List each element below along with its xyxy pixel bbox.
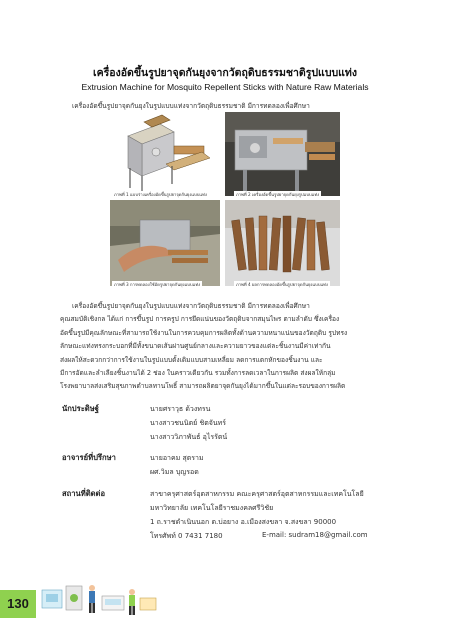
contact-email: E-mail: sudram18@gmail.com	[262, 531, 368, 539]
title-thai: เครื่องอัดขึ้นรูปยาจุดกันยุงจากวัตถุดิบธรรมชาติรูปแบบแท่ง	[93, 67, 357, 79]
title-english: Extrusion Machine for Mosquito Repellent Sticks with Nature Raw Materials	[81, 82, 369, 92]
page-number: 130	[0, 590, 36, 618]
paragraph-line: ลักษณะแท่งทรงกระบอกที่มีทั้งขนาดเส้นผ่านศูนย์กลางและความยาวของแต่ละชิ้นงานมีค่าเท่ากัน	[60, 342, 331, 351]
contact-address-line: สาขาครุศาสตร์อุตสาหกรรม คณะครุศาสตร์อุตสาหกรรมและเทคโนโลยี	[150, 490, 364, 498]
machine-testing-image	[110, 200, 220, 286]
figure-1-drawing	[110, 112, 220, 196]
paragraph-line: อัดขึ้นรูปมีคุณลักษณะที่สามารถใช้งานในการควบคุมการผลิตทั้งด้านความหนาแน่นของวัตถุดิบ รูปทรง	[60, 328, 348, 337]
paragraph-line: คุณสมบัติเชิงกล ได้แก่ การขึ้นรูป การครูป การยึดแน่นของวัตถุดิบจากสมุนไพร ตามลำดับ ซึ่งเครื่อง	[60, 315, 340, 324]
figure-2-photo	[225, 112, 340, 196]
advisor-label: อาจารย์ที่ปรึกษา	[62, 453, 116, 462]
paragraph-line: มีการอัดและลำเลียงชิ้นงานได้ 2 ช่อง ในคราวเดียวกัน รวมทั้งการลดเวลาในการผลิต ส่งผลให้กลุ่ม	[60, 369, 336, 378]
figure-4-caption: ภาพที่ 4 ผลการทดลองอัดขึ้นรูปยาจุดกันยุงแบบแท่ง	[236, 282, 328, 287]
description-paragraph-continued	[60, 300, 390, 394]
machine-drawing-image	[110, 112, 220, 196]
inventor-name: นายศราวุธ ด้วงทรน	[150, 405, 211, 413]
contact-address-line: มหาวิทยาลัย เทคโนโลยีราชมงคลศรีวิชัย	[150, 504, 274, 512]
repellent-sticks-image	[225, 200, 340, 286]
figure-4-photo	[225, 200, 340, 286]
machine-photo-image	[225, 112, 340, 196]
inventor-label: นักประดิษฐ์	[62, 404, 99, 413]
contact-phone: โทรศัพท์ 0 7431 7180	[150, 532, 223, 540]
contact-label: สถานที่ติดต่อ	[62, 489, 106, 498]
advisor-name: ผศ.วิมล บุญรอด	[150, 468, 199, 476]
inventor-name: นางสาววิภาพันธ์ อุไรรัตน์	[150, 433, 228, 441]
figure-3-photo	[110, 200, 220, 286]
figure-3-caption: ภาพที่ 3 การทดลองใช้อัดรูปยาจุดกันยุงแบบแท่ง	[114, 282, 201, 287]
inventor-name: นางสาวชนนิตย์ ชิตจันทร์	[150, 419, 227, 427]
paragraph-line: ส่งผลให้สะดวกกว่าการใช้งานในรูปแบบดั้งเดิมแบบสามเหลี่ยม ลดการแตกหักของชิ้นงาน และ	[60, 355, 323, 364]
figure-1-caption: ภาพที่ 1 แบบร่างเครื่องอัดขึ้นรูปยาจุดกันยุงแบบแท่ง	[114, 192, 207, 197]
contact-address-line: 1 ถ.ราชดำเนินนอก ต.บ่อยาง อ.เมืองสงขลา จ.สงขลา 90000	[150, 518, 337, 526]
paragraph-line: โรงพยาบาลส่งเสริมสุขภาพตำบลทานโพธิ์ สามารถผลิตยาจุดกันยุงได้มากขึ้นในแต่ละรอบของการผลิต	[60, 382, 346, 391]
paragraph-line: เครื่องอัดขึ้นรูปยาจุดกันยุงในรูปแบบแท่งจากวัตถุดิบธรรมชาติ มีการทดลองเพื่อศึกษา	[72, 102, 310, 110]
advisor-name: นายอาคม สุตราม	[150, 454, 204, 462]
footer-illustration	[40, 568, 160, 624]
figure-2-caption: ภาพที่ 2 เครื่องอัดขึ้นรูปยาจุดกันยุงรูปแบบแท่ง	[236, 192, 320, 197]
paragraph-line: เครื่องอัดขึ้นรูปยาจุดกันยุงในรูปแบบแท่งจากวัตถุดิบธรรมชาติ มีการทดลองเพื่อศึกษา	[72, 302, 310, 310]
